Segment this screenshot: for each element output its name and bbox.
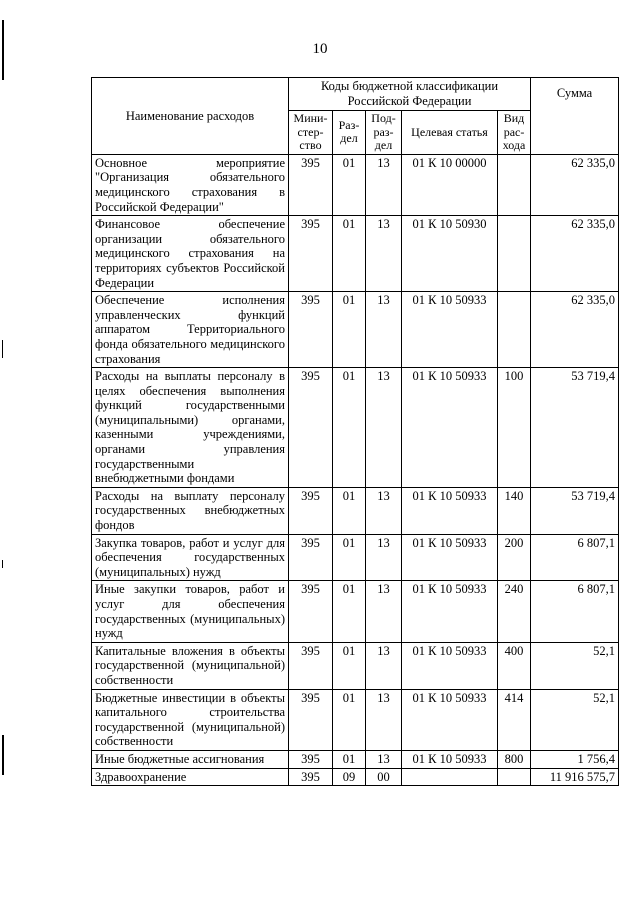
cell-target-article xyxy=(402,768,498,786)
cell-expense-type xyxy=(498,768,531,786)
budget-table xyxy=(91,77,619,786)
cell-sum: 53 719,4 xyxy=(531,368,619,488)
cell-target-article: 01 К 10 50933 xyxy=(402,642,498,689)
cell-subsection: 00 xyxy=(366,768,402,786)
header-budget-codes: Коды бюджетной классификации Российской Федерации xyxy=(289,78,531,111)
header-section: Раз-дел xyxy=(333,111,366,155)
cell-subsection: 13 xyxy=(366,642,402,689)
table-row xyxy=(92,292,619,368)
cell-target-article: 01 К 10 50933 xyxy=(402,689,498,750)
cell-ministry: 395 xyxy=(289,292,333,368)
cell-subsection: 13 xyxy=(366,368,402,488)
cell-section: 01 xyxy=(333,750,366,768)
cell-expense-type: 200 xyxy=(498,534,531,581)
table-row xyxy=(92,689,619,750)
cell-target-article: 01 К 10 50933 xyxy=(402,534,498,581)
cell-expense-type: 400 xyxy=(498,642,531,689)
scan-edge-mark xyxy=(2,340,3,358)
cell-sum: 53 719,4 xyxy=(531,487,619,534)
cell-expense-name: Расходы на выплаты персоналу в целях обеспечения выполнения функций государственными (муниципальными) органами, казенными учреждениями, органами управления государственными внебюджетными фондами xyxy=(92,368,289,488)
cell-target-article: 01 К 10 00000 xyxy=(402,154,498,215)
cell-section: 01 xyxy=(333,292,366,368)
cell-expense-type: 240 xyxy=(498,581,531,642)
cell-expense-name: Финансовое обеспечение организации обязательного медицинского страхования на территориях субъектов Российской Федерации xyxy=(92,216,289,292)
table-row xyxy=(92,581,619,642)
cell-expense-type xyxy=(498,154,531,215)
cell-subsection: 13 xyxy=(366,216,402,292)
cell-sum: 52,1 xyxy=(531,642,619,689)
cell-sum: 11 916 575,7 xyxy=(531,768,619,786)
cell-subsection: 13 xyxy=(366,689,402,750)
cell-section: 01 xyxy=(333,154,366,215)
cell-target-article: 01 К 10 50933 xyxy=(402,581,498,642)
cell-sum: 6 807,1 xyxy=(531,534,619,581)
cell-expense-type: 140 xyxy=(498,487,531,534)
cell-sum: 62 335,0 xyxy=(531,292,619,368)
cell-subsection: 13 xyxy=(366,534,402,581)
cell-ministry: 395 xyxy=(289,368,333,488)
cell-ministry: 395 xyxy=(289,154,333,215)
cell-expense-name: Основное мероприятие "Организация обязательного медицинского страхования в Российской Федерации" xyxy=(92,154,289,215)
cell-ministry: 395 xyxy=(289,689,333,750)
cell-subsection: 13 xyxy=(366,750,402,768)
header-subsection: Под-раз-дел xyxy=(366,111,402,155)
cell-subsection: 13 xyxy=(366,487,402,534)
cell-section: 01 xyxy=(333,487,366,534)
cell-target-article: 01 К 10 50933 xyxy=(402,487,498,534)
table-row xyxy=(92,642,619,689)
cell-expense-name: Бюджетные инвестиции в объекты капитального строительства государственной (муниципальной) собственности xyxy=(92,689,289,750)
cell-subsection: 13 xyxy=(366,154,402,215)
cell-expense-name: Обеспечение исполнения управленческих функций аппаратом Территориального фонда обязательного медицинского страхования xyxy=(92,292,289,368)
cell-expense-name: Закупка товаров, работ и услуг для обеспечения государственных (муниципальных) нужд xyxy=(92,534,289,581)
cell-section: 01 xyxy=(333,642,366,689)
cell-expense-name: Иные закупки товаров, работ и услуг для обеспечения государственных (муниципальных) нужд xyxy=(92,581,289,642)
cell-sum: 6 807,1 xyxy=(531,581,619,642)
header-ministry: Мини-стер-ство xyxy=(289,111,333,155)
cell-target-article: 01 К 10 50933 xyxy=(402,368,498,488)
cell-sum: 62 335,0 xyxy=(531,216,619,292)
cell-ministry: 395 xyxy=(289,534,333,581)
cell-ministry: 395 xyxy=(289,750,333,768)
table-row xyxy=(92,768,619,786)
cell-expense-name: Здравоохранение xyxy=(92,768,289,786)
cell-section: 01 xyxy=(333,689,366,750)
cell-target-article: 01 К 10 50933 xyxy=(402,292,498,368)
cell-expense-type xyxy=(498,216,531,292)
scan-edge-mark xyxy=(2,560,3,568)
cell-section: 09 xyxy=(333,768,366,786)
cell-expense-type: 100 xyxy=(498,368,531,488)
page-number: 10 xyxy=(312,41,328,57)
cell-target-article: 01 К 10 50933 xyxy=(402,750,498,768)
table-row xyxy=(92,216,619,292)
cell-section: 01 xyxy=(333,368,366,488)
table-row xyxy=(92,487,619,534)
cell-ministry: 395 xyxy=(289,768,333,786)
cell-sum: 52,1 xyxy=(531,689,619,750)
scan-edge-mark xyxy=(2,735,4,775)
table-row xyxy=(92,750,619,768)
header-sum: Сумма xyxy=(531,78,619,155)
cell-expense-type: 414 xyxy=(498,689,531,750)
cell-section: 01 xyxy=(333,581,366,642)
cell-section: 01 xyxy=(333,216,366,292)
cell-expense-type: 800 xyxy=(498,750,531,768)
table-body xyxy=(92,154,619,785)
cell-expense-name: Капитальные вложения в объекты государственной (муниципальной) собственности xyxy=(92,642,289,689)
cell-ministry: 395 xyxy=(289,642,333,689)
header-expense-type: Вид рас-хода xyxy=(498,111,531,155)
cell-subsection: 13 xyxy=(366,581,402,642)
cell-target-article: 01 К 10 50930 xyxy=(402,216,498,292)
cell-section: 01 xyxy=(333,534,366,581)
cell-expense-name: Расходы на выплату персоналу государственных внебюджетных фондов xyxy=(92,487,289,534)
cell-ministry: 395 xyxy=(289,216,333,292)
cell-sum: 62 335,0 xyxy=(531,154,619,215)
cell-ministry: 395 xyxy=(289,581,333,642)
table-row xyxy=(92,368,619,488)
table-row xyxy=(92,154,619,215)
table-row xyxy=(92,534,619,581)
cell-expense-name: Иные бюджетные ассигнования xyxy=(92,750,289,768)
cell-subsection: 13 xyxy=(366,292,402,368)
header-target-article: Целевая статья xyxy=(402,111,498,155)
cell-expense-type xyxy=(498,292,531,368)
header-expense-name: Наименование расходов xyxy=(92,78,289,155)
cell-ministry: 395 xyxy=(289,487,333,534)
cell-sum: 1 756,4 xyxy=(531,750,619,768)
